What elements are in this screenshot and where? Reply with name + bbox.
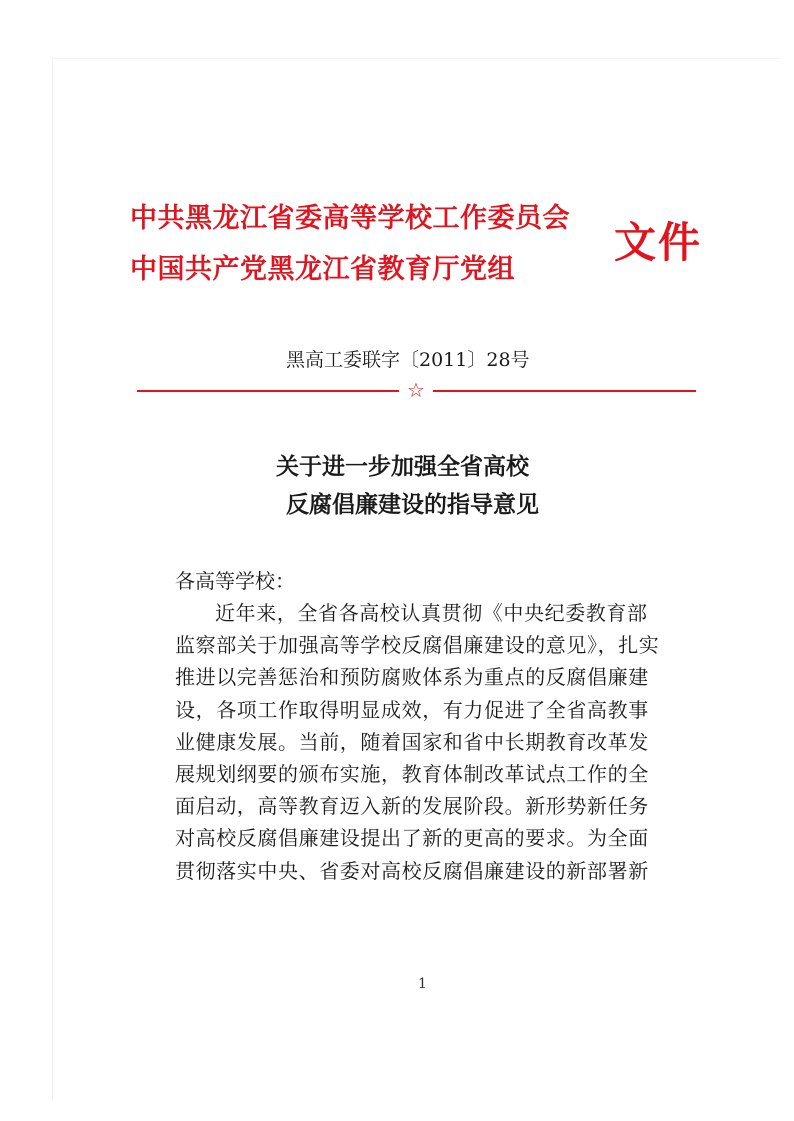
body-line: 面启动，高等教育迈入新的发展阶段。新形势新任务	[175, 794, 649, 819]
body-line: 业健康发展。当前，随着国家和省中长期教育改革发	[175, 729, 649, 754]
star-icon: ☆	[407, 378, 425, 402]
issuer-line-1: 中共黑龙江省委高等学校工作委员会	[130, 203, 570, 234]
document-title-line-2: 反腐倡廉建设的指导意见	[286, 492, 539, 518]
red-separator-left	[137, 390, 399, 392]
body-line: 贯彻落实中央、省委对高校反腐倡廉建设的新部署新	[175, 858, 649, 883]
body-line: 对高校反腐倡廉建设提出了新的更高的要求。为全面	[175, 826, 649, 851]
red-separator-right	[433, 390, 696, 392]
page-number: 1	[418, 976, 427, 992]
body-line: 展规划纲要的颁布实施，教育体制改革试点工作的全	[175, 761, 649, 786]
body-paragraph	[175, 597, 685, 887]
document-type-label: 文件	[614, 218, 703, 267]
document-title-line-1: 关于进一步加强全省高校	[276, 454, 529, 480]
body-line: 推进以完善惩治和预防腐败体系为重点的反腐倡廉建	[175, 665, 649, 690]
salutation: 各高等学校：	[175, 569, 295, 593]
issuer-line-2: 中国共产党黑龙江省教育厅党组	[130, 254, 515, 285]
body-line: 设，各项工作取得明显成效，有力促进了全省高教事	[175, 697, 649, 722]
body-line: 近年来，全省各高校认真贯彻《中央纪委教育部	[215, 601, 648, 625]
body-line: 监察部关于加强高等学校反腐倡廉建设的意见》，扎实	[175, 633, 660, 658]
document-number: 黑高工委联字〔2011〕28号	[286, 349, 530, 371]
